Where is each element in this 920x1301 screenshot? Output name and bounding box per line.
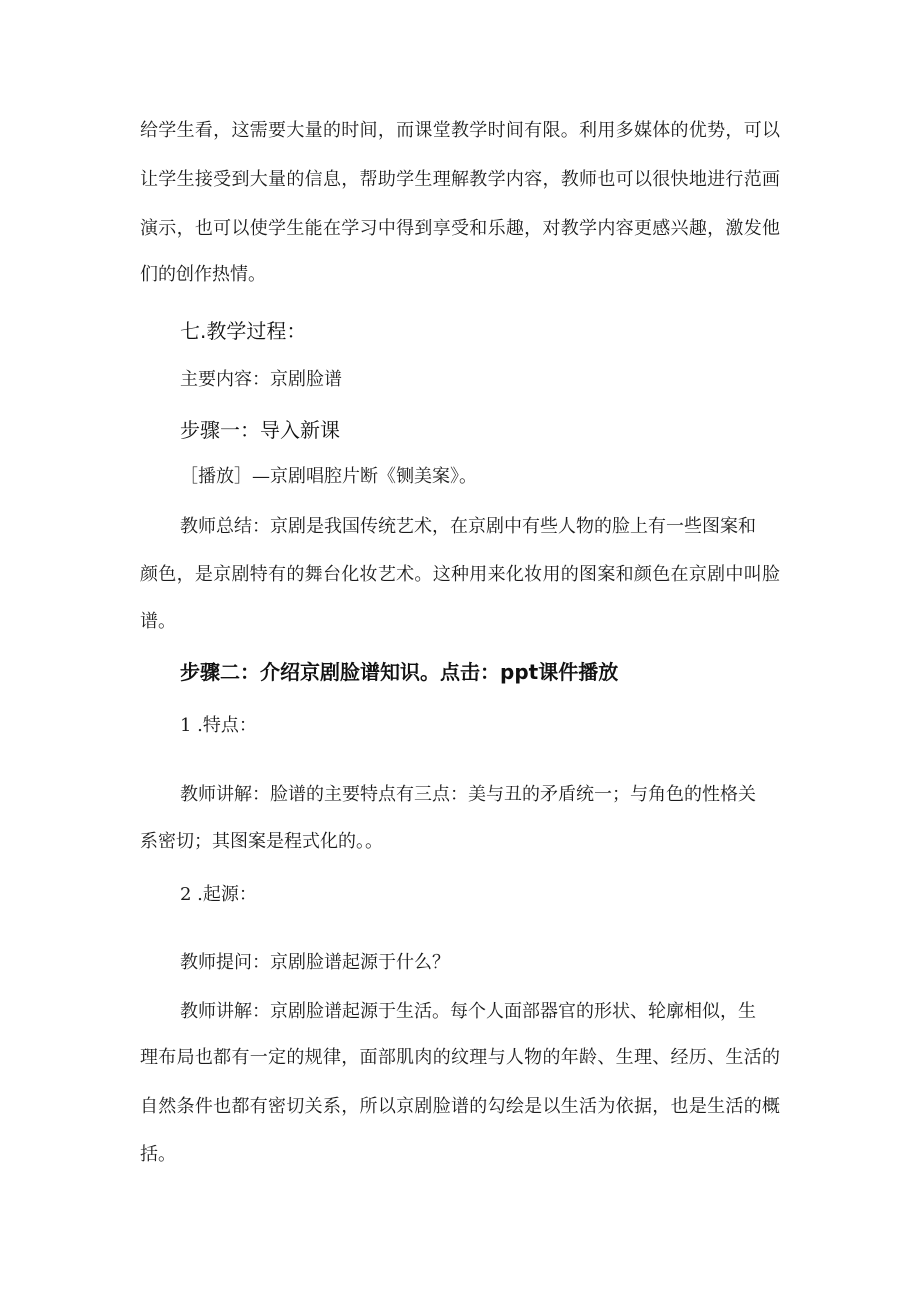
main-content-line: 主要内容：京剧脸谱 [180,369,342,390]
explain1-line-2: 系密切；其图案是程式化的。。 [140,831,383,852]
intro-line-1: 给学生看，这需要大量的时间，而课堂教学时间有限。利用多媒体的优势，可以 [140,120,780,141]
play-line: ［播放］—京剧唱腔片断《铡美案》。 [180,466,477,487]
item2-label: 2 .起源： [180,884,257,905]
explain2-line-1: 教师讲解：京剧脸谱起源于生活。每个人面部器官的形状、轮廓相似，生 [180,1001,756,1022]
teacher-summary-line-2: 颜色，是京剧特有的舞台化妆艺术。这种用来化妆用的图案和颜色在京剧中叫脸 [140,564,780,585]
section-heading: 七.教学过程： [180,319,307,343]
teacher-summary-line-3: 谱。 [140,611,176,632]
explain1-line-1: 教师讲解：脸谱的主要特点有三点：美与丑的矛盾统一；与角色的性格关 [180,784,756,805]
intro-line-3: 演示，也可以使学生能在学习中得到享受和乐趣，对教学内容更感兴趣，激发他 [140,218,780,239]
step1-heading: 步骤一：导入新课 [180,418,340,442]
step2-heading: 步骤二：介绍京剧脸谱知识。点击：ppt课件播放 [180,660,619,684]
explain2-line-3: 自然条件也都有密切关系，所以京剧脸谱的勾绘是以生活为依据，也是生活的概 [140,1096,780,1117]
explain2-line-2: 理布局也都有一定的规律，面部肌肉的纹理与人物的年龄、生理、经历、生活的 [140,1047,780,1068]
item1-label: 1 .特点： [180,715,257,736]
question-line: 教师提问：京剧脸谱起源于什么？ [180,952,450,973]
explain2-line-4: 括。 [140,1144,176,1165]
intro-line-2: 让学生接受到大量的信息，帮助学生理解教学内容，教师也可以很快地进行范画 [140,169,780,190]
teacher-summary-line-1: 教师总结：京剧是我国传统艺术，在京剧中有些人物的脸上有一些图案和 [180,516,756,537]
intro-line-4: 们的创作热情。 [140,264,266,285]
